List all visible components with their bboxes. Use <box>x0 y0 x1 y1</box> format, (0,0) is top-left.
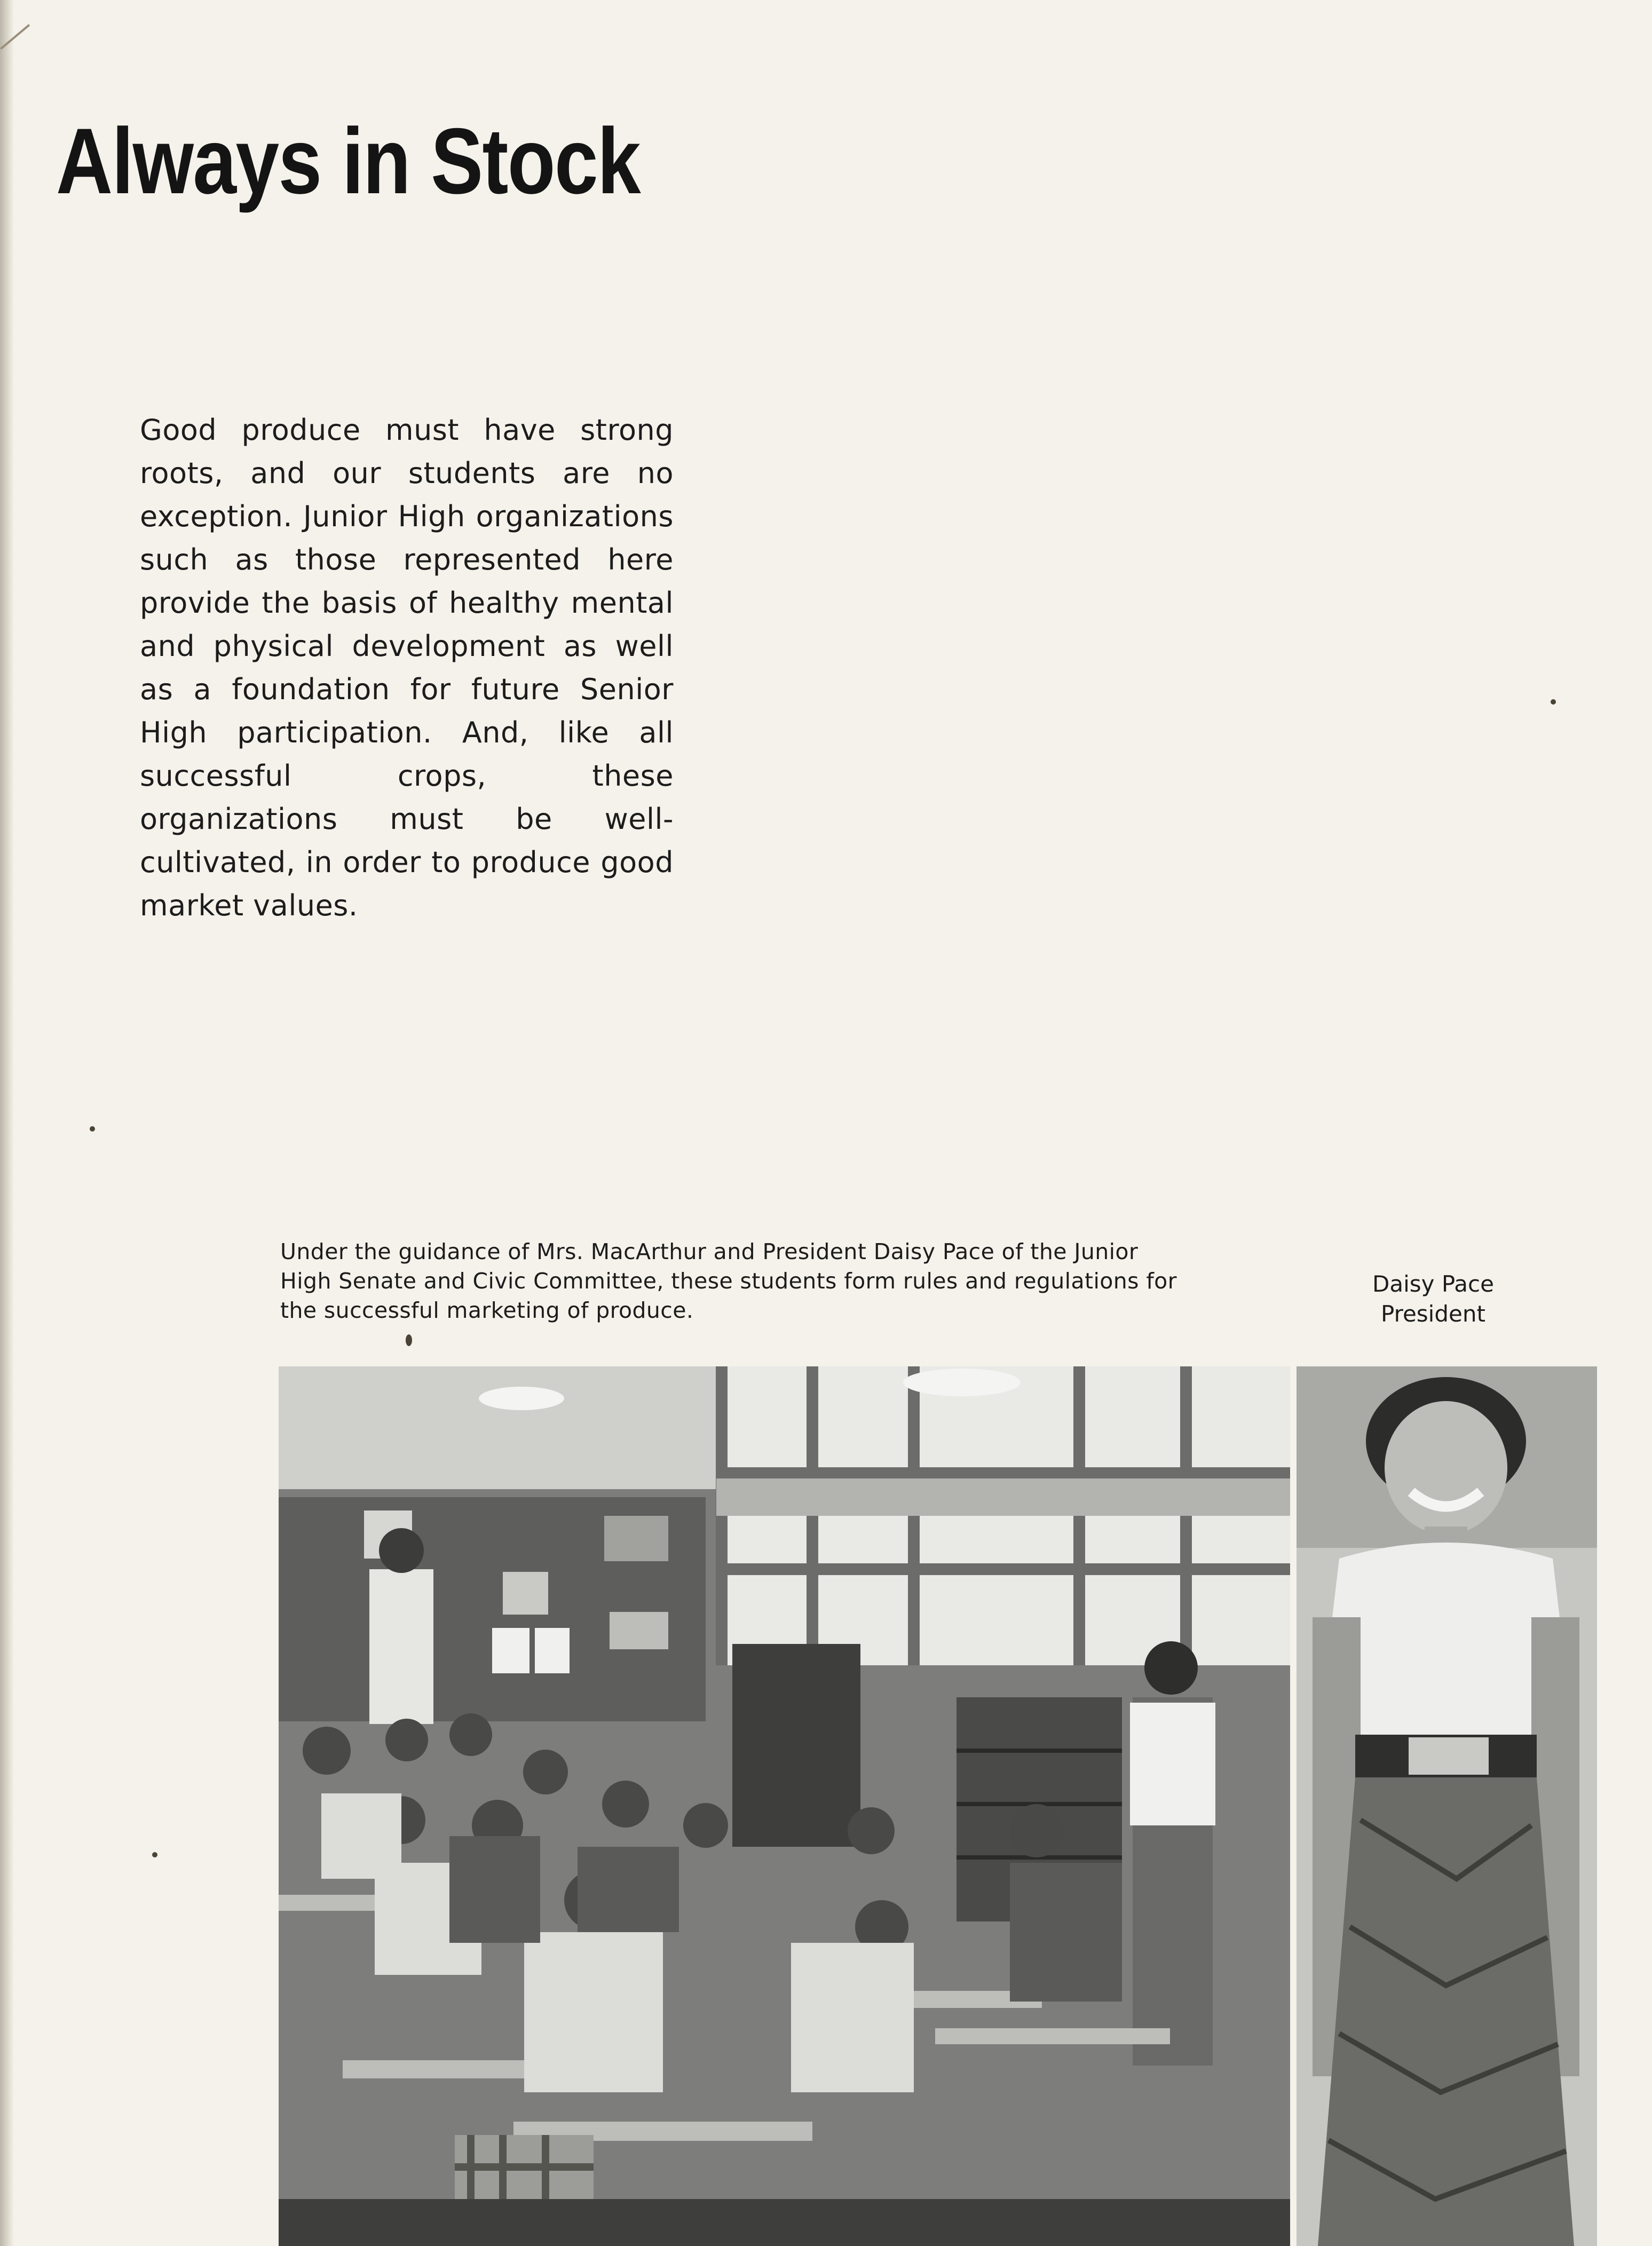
paper-speck <box>406 1334 412 1346</box>
classroom-photo-illustration <box>279 1366 1290 2246</box>
page-title: Always in Stock <box>56 109 641 213</box>
paper-speck <box>152 1852 157 1857</box>
portrait-photo-illustration <box>1297 1366 1597 2246</box>
portrait-role: President <box>1381 1301 1485 1327</box>
classroom-photo <box>279 1366 1290 2246</box>
page-binding-edge <box>0 0 14 2246</box>
portrait-name: Daisy Pace <box>1372 1271 1494 1297</box>
portrait-caption <box>1329 1269 1537 1329</box>
paper-speck <box>90 1126 95 1132</box>
photo-caption: Under the guidance of Mrs. MacArthur and President Daisy Pace of the Junior High Senate and Civic Committee, these students form rules and regulations for the successful marketing of produce. <box>280 1239 1177 1323</box>
paper-speck <box>1551 699 1556 705</box>
photo-group <box>279 1366 1597 2246</box>
portrait-photo <box>1297 1366 1597 2246</box>
intro-paragraph: Good produce must have strong roots, and our students are no exception. Junior High organizations such as those represented here provide the basis of healthy mental and physical development as well as a foundation for future Senior High participation. And, like all successful crops, these organizations must be well-cultivated, in order to produce good market values. <box>140 413 674 922</box>
